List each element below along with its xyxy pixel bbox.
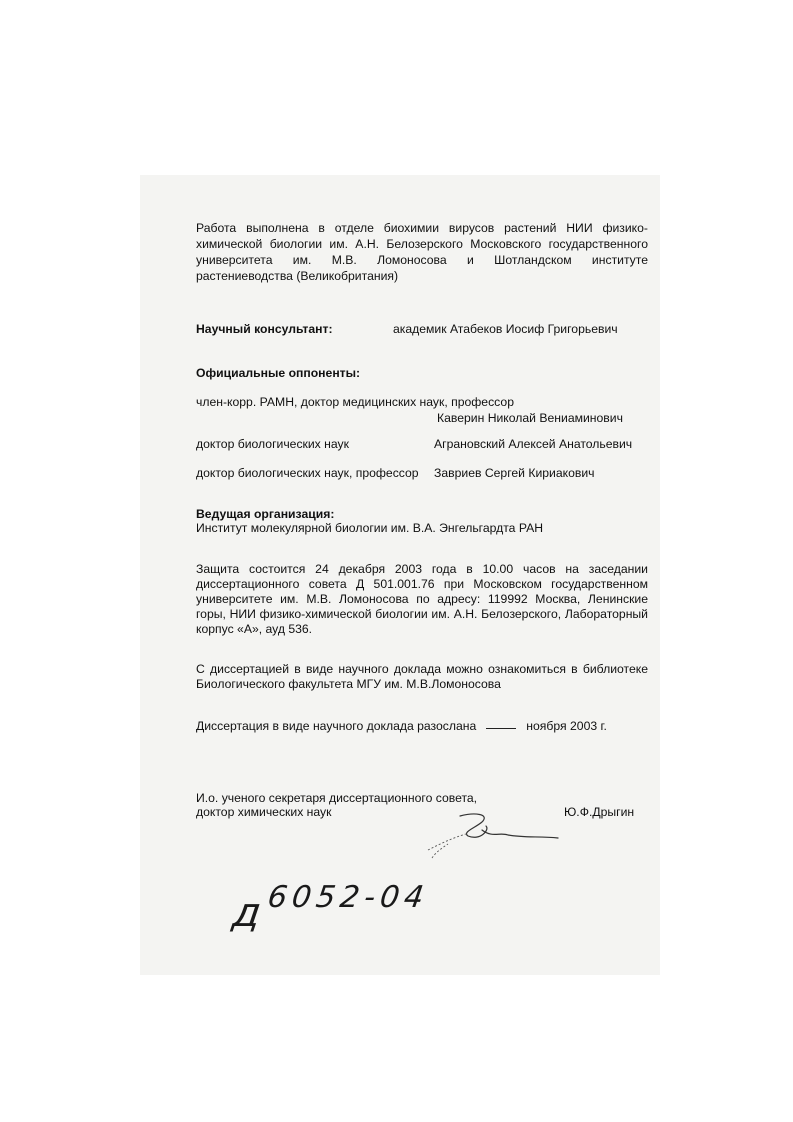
defense-line-1: Защита состоится 24 декабря 2003 года в 10.00 часов на заседании <box>196 562 648 576</box>
intro-line-1: Работа выполнена в отделе биохимии вирусов растений НИИ физико- <box>196 221 648 235</box>
defense-line-4: горы, НИИ физико-химической биологии им. А.Н. Белозерского, Лабораторный <box>196 607 648 621</box>
opponent-3-title: доктор биологических наук, профессор <box>196 466 419 480</box>
handwritten-code: 6052-04 <box>265 880 431 915</box>
intro-line-2: химической биологии им. А.Н. Белозерского Московского государственного <box>196 237 648 251</box>
opponent-2-title: доктор биологических наук <box>196 437 349 451</box>
lead-org-label: Ведущая организация: <box>196 507 335 521</box>
secretary-line-2: доктор химических наук <box>196 805 332 819</box>
opponent-3-name: Завриев Сергей Кириакович <box>434 466 595 480</box>
consultant-label: Научный консультант: <box>196 322 333 336</box>
lead-org-value: Институт молекулярной биологии им. В.А. Энгельгардта РАН <box>196 521 544 535</box>
signature-image <box>420 808 570 878</box>
secretary-line-1: И.о. ученого секретаря диссертационного совета, <box>196 791 478 805</box>
opponents-heading: Официальные оппоненты: <box>196 366 361 380</box>
defense-line-2: диссертационного совета Д 501.001.76 при Московском государственном <box>196 577 648 591</box>
dispatch-line <box>196 719 607 734</box>
library-line-1: С диссертацией в виде научного доклада можно ознакомиться в библиотеке <box>196 662 648 676</box>
opponent-1-title: член-корр. РАМН, доктор медицинских наук, профессор <box>196 395 514 409</box>
intro-line-4: растениеводства (Великобритания) <box>196 269 399 283</box>
consultant-value: академик Атабеков Иосиф Григорьевич <box>393 322 618 336</box>
dispatch-date-blank <box>486 728 516 729</box>
opponent-1-name: Каверин Николай Вениаминович <box>437 411 623 425</box>
intro-line-3: университета им. М.В. Ломоносова и Шотландском институте <box>196 253 648 267</box>
handwritten-letter: д <box>229 890 264 936</box>
secretary-name: Ю.Ф.Дрыгин <box>564 805 635 819</box>
library-line-2: Биологического факультета МГУ им. М.В.Ломоносова <box>196 677 501 691</box>
defense-line-5: корпус «А», ауд 536. <box>196 622 313 636</box>
opponent-2-name: Аграновский Алексей Анатольевич <box>434 437 633 451</box>
dispatch-before: Диссертация в виде научного доклада разослана <box>196 719 477 733</box>
defense-line-3: университете им. М.В. Ломоносова по адресу: 119992 Москва, Ленинские <box>196 592 648 606</box>
dispatch-after: ноября 2003 г. <box>526 719 607 733</box>
